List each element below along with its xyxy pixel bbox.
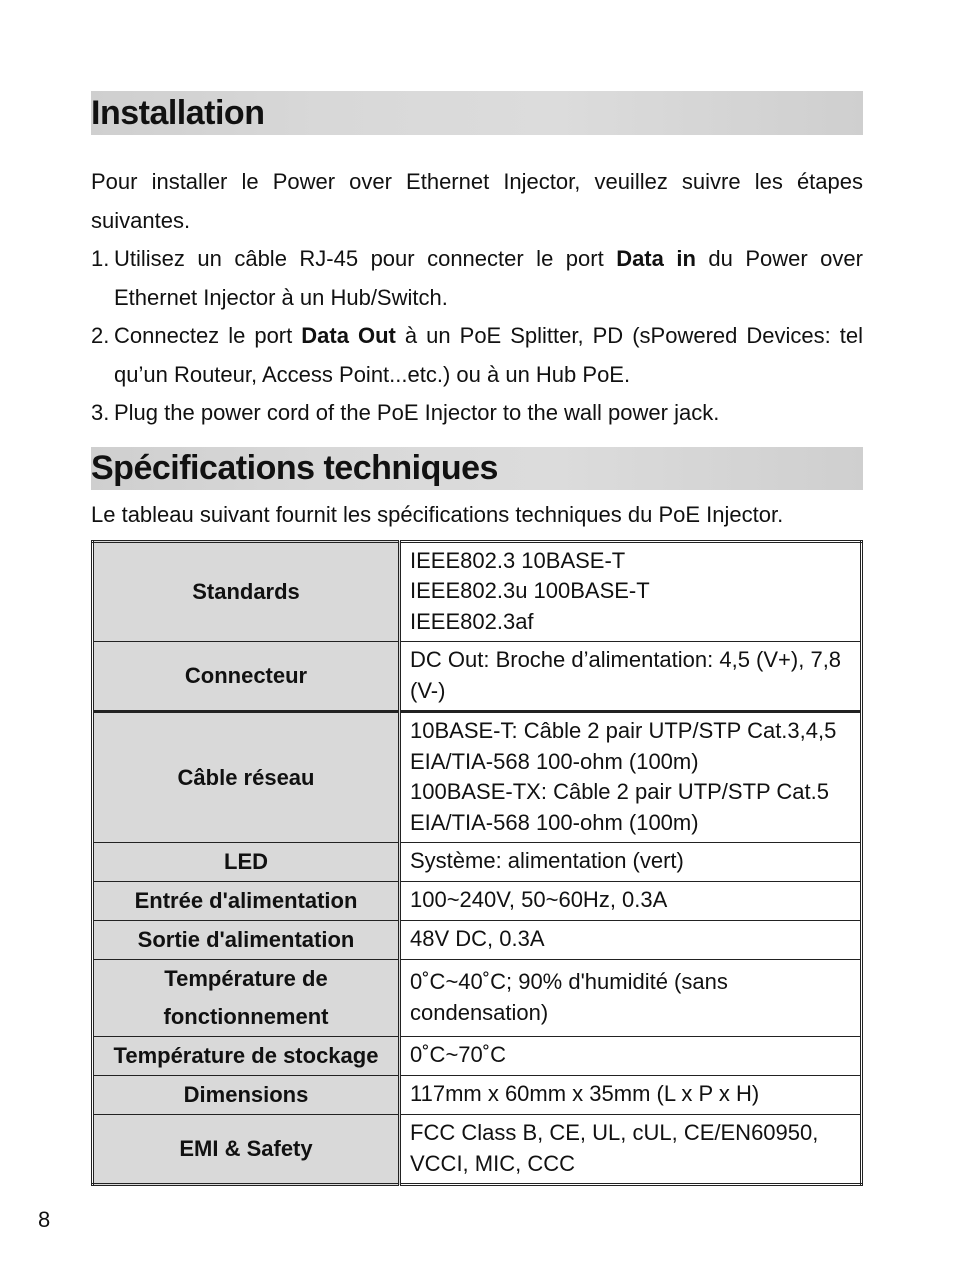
specifications-table [91,540,863,1187]
spec-value: 100~240V, 50~60Hz, 0.3A [400,882,862,921]
table-row [93,712,862,843]
spec-value: Système: alimentation (vert) [400,843,862,882]
spec-key: Standards [93,541,400,642]
spec-value: 10BASE-T: Câble 2 pair UTP/STP Cat.3,4,5 EIA/TIA-568 100-ohm (100m) 100BASE-TX: Câble 2 pair UTP/STP Cat.5 EIA/TIA-568 100-ohm (100m) [400,712,862,843]
installation-intro: Pour installer le Power over Ethernet Injector, veuillez suivre les étapes suivantes. [91,169,863,233]
table-row [93,1037,862,1076]
table-row [93,843,862,882]
spec-value: 0˚C~40˚C; 90% d'humidité (sans condensation) [400,960,862,1037]
step-1: 1. Utilisez un câble RJ-45 pour connecter le port Data in du Power over Ethernet Injector à un Hub/Switch. [91,246,863,310]
spec-key: Connecteur [93,642,400,712]
table-row [93,921,862,960]
table-row [93,642,862,712]
installation-steps [91,240,863,433]
table-row [93,1076,862,1115]
table-row [93,1115,862,1185]
spec-key: Câble réseau [93,712,400,843]
table-row [93,882,862,921]
spec-key: Entrée d'alimentation [93,882,400,921]
spec-value: 117mm x 60mm x 35mm (L x P x H) [400,1076,862,1115]
table-row [93,960,862,1037]
spec-value: DC Out: Broche d’alimentation: 4,5 (V+), 7,8 (V-) [400,642,862,712]
specifications-heading: Spécifications techniques [91,447,863,490]
installation-heading: Installation [91,91,863,135]
document-page [91,91,863,1186]
spec-key: EMI & Safety [93,1115,400,1185]
step-2: 2. Connectez le port Data Out à un PoE Splitter, PD (sPowered Devices: tel qu’un Routeur, Access Point...etc.) ou à un Hub PoE. [91,323,864,387]
spec-value: 0˚C~70˚C [400,1037,862,1076]
spec-key: Sortie d'alimentation [93,921,400,960]
spec-value: IEEE802.3 10BASE-T IEEE802.3u 100BASE-T IEEE802.3af [400,541,862,642]
spec-key: Dimensions [93,1076,400,1115]
spec-key: Température de fonctionnement [93,960,400,1037]
table-row [93,541,862,642]
step-3: 3. Plug the power cord of the PoE Injector to the wall power jack. [91,400,720,425]
spec-key: Température de stockage [93,1037,400,1076]
spec-value: FCC Class B, CE, UL, cUL, CE/EN60950, VCCI, MIC, CCC [400,1115,862,1185]
spec-key: LED [93,843,400,882]
page-number: 8 [38,1207,51,1232]
spec-value: 48V DC, 0.3A [400,921,862,960]
specifications-lead: Le tableau suivant fournit les spécifications techniques du PoE Injector. [91,501,784,527]
